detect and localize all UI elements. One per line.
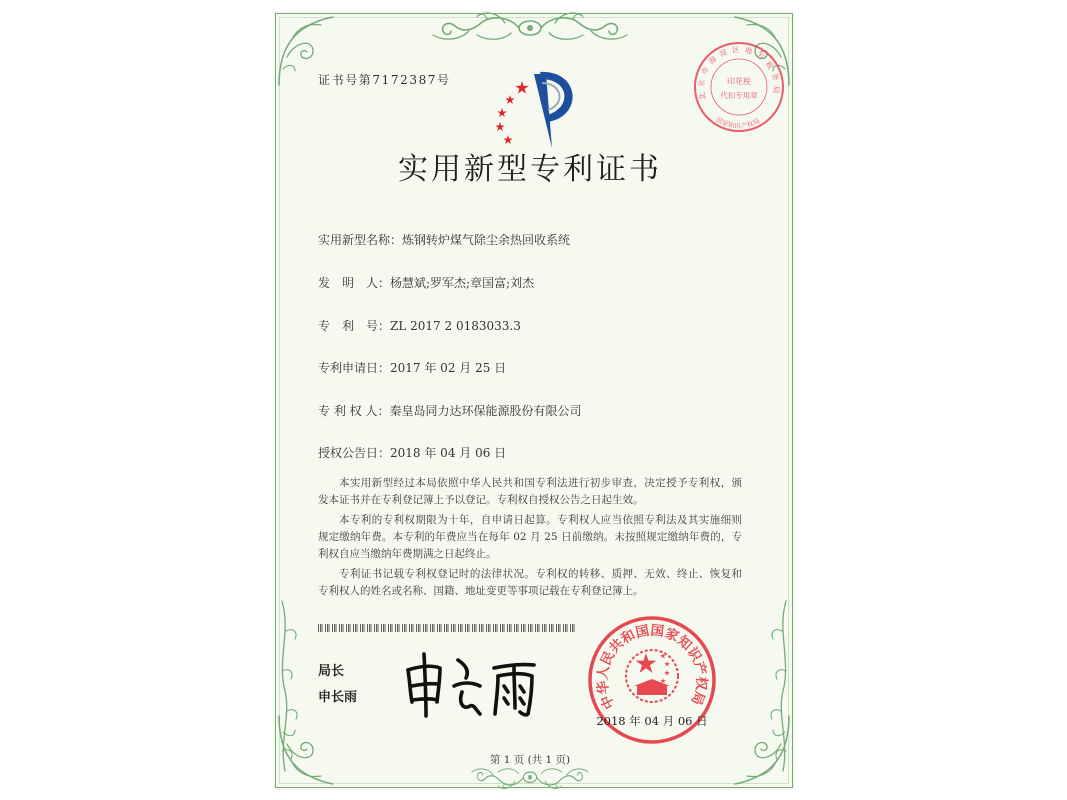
handwritten-signature [400,648,540,720]
director-title: 局长 [318,664,345,679]
top-center-ornament [433,13,627,39]
seal-inner-ring [711,59,767,115]
paragraph-line: 专利证书记载专利权登记时的法律状况。专利权的转移、质押、无效、终止、恢复和 [339,568,742,580]
field-label: 专 利 号： [318,319,391,333]
field-patentee [318,403,581,419]
paragraph [318,566,742,600]
seal-center-line-2: 代扣专用章 [720,91,758,100]
field-value: 2018 年 04 月 06 日 [390,446,507,460]
national-emblem [626,650,678,702]
field-application-date [318,360,506,376]
signature-stroke [461,692,480,714]
field-label: 实用新型名称： [318,233,403,247]
seal-ring-text-top: 北京市海淀区地方税务局 [696,44,782,101]
side-vine-left [282,601,297,771]
field-value: 杨慧斌;罗军杰;章国富;刘杰 [390,276,535,290]
paragraph-line: 发本证书并在专利登记簿上予以登记。专利权自授权公告之日起生效。 [318,494,644,506]
seal-center-line-1: 印花税 [727,77,751,86]
field-value: ZL 2017 2 0183033.3 [390,319,521,333]
signature-stroke [424,654,426,716]
paragraph-line: 规定缴纳年费。本专利的年费应当在每年 02 月 25 日前缴纳。未按照规定缴纳年费的，专 [318,531,742,543]
stamp-duty-seal [693,41,785,133]
field-grant-date [318,445,506,461]
paragraph-line: 本实用新型经过本局依照中华人民共和国专利法进行初步审查，决定授予专利权，颁 [339,477,742,489]
emblem-big-star-icon [636,653,657,673]
field-inventors [318,275,534,291]
paragraph-line: 本专利的专利权期限为十年，自申请日起算。专利权人应当依照专利法及其实施细则 [339,514,742,526]
seal-outer-ring [695,43,783,131]
patent-office-logo [484,60,584,152]
seal-ring-text: 中华人民共和国国家知识产权局 [594,622,710,712]
emblem-small-star-icon [664,670,670,675]
field-utility-model-name [318,232,570,248]
signature-stroke [514,666,515,708]
paragraph-line: 利权自应当缴纳年费期满之日起终止。 [318,548,497,560]
field-value: 炼钢转炉煤气除尘余热回收系统 [402,233,571,247]
seal-ring-text-bottom: 国家知识产权局 [714,115,762,131]
logo-star-icon [495,122,505,131]
paragraph [318,475,742,509]
barcode [318,624,575,632]
field-label: 授权公告日： [318,446,391,460]
field-patent-number [318,318,521,334]
field-value: 秦皇岛同力达环保能源股份有限公司 [389,404,582,418]
paragraph-line: 专利权人的姓名或名称、国籍、地址变更等事项记载在专利登记簿上。 [318,585,644,597]
logo-star-icon [497,108,507,117]
page-indicator: 第 1 页 (共 1 页) [489,754,571,766]
emblem-gate [637,686,667,695]
bottom-center-ornament [472,769,588,789]
logo-star-icon [505,95,515,104]
certificate-title: 实用新型专利证书 [398,152,662,187]
signature-stroke [458,660,467,678]
logo-star-icon [515,81,528,94]
field-label: 发 明 人： [318,276,391,290]
side-vine-right [771,601,786,771]
certificate-body-text [318,475,742,603]
field-label: 专利申请日： [318,361,391,375]
certificate-number: 证书号第7172387号 [318,73,451,87]
director-name: 申长雨 [318,690,358,705]
paragraph [318,512,742,563]
emblem-small-star-icon [664,661,670,666]
logo-star-icon [503,135,513,144]
emblem-gate-roof [634,679,670,686]
seal-date: 2018 年 04 月 06 日 [596,714,708,728]
signature-stroke [495,676,498,714]
signature-stroke [454,683,480,686]
field-value: 2017 年 02 月 25 日 [390,361,507,375]
field-label: 专 利 权 人： [318,404,390,418]
